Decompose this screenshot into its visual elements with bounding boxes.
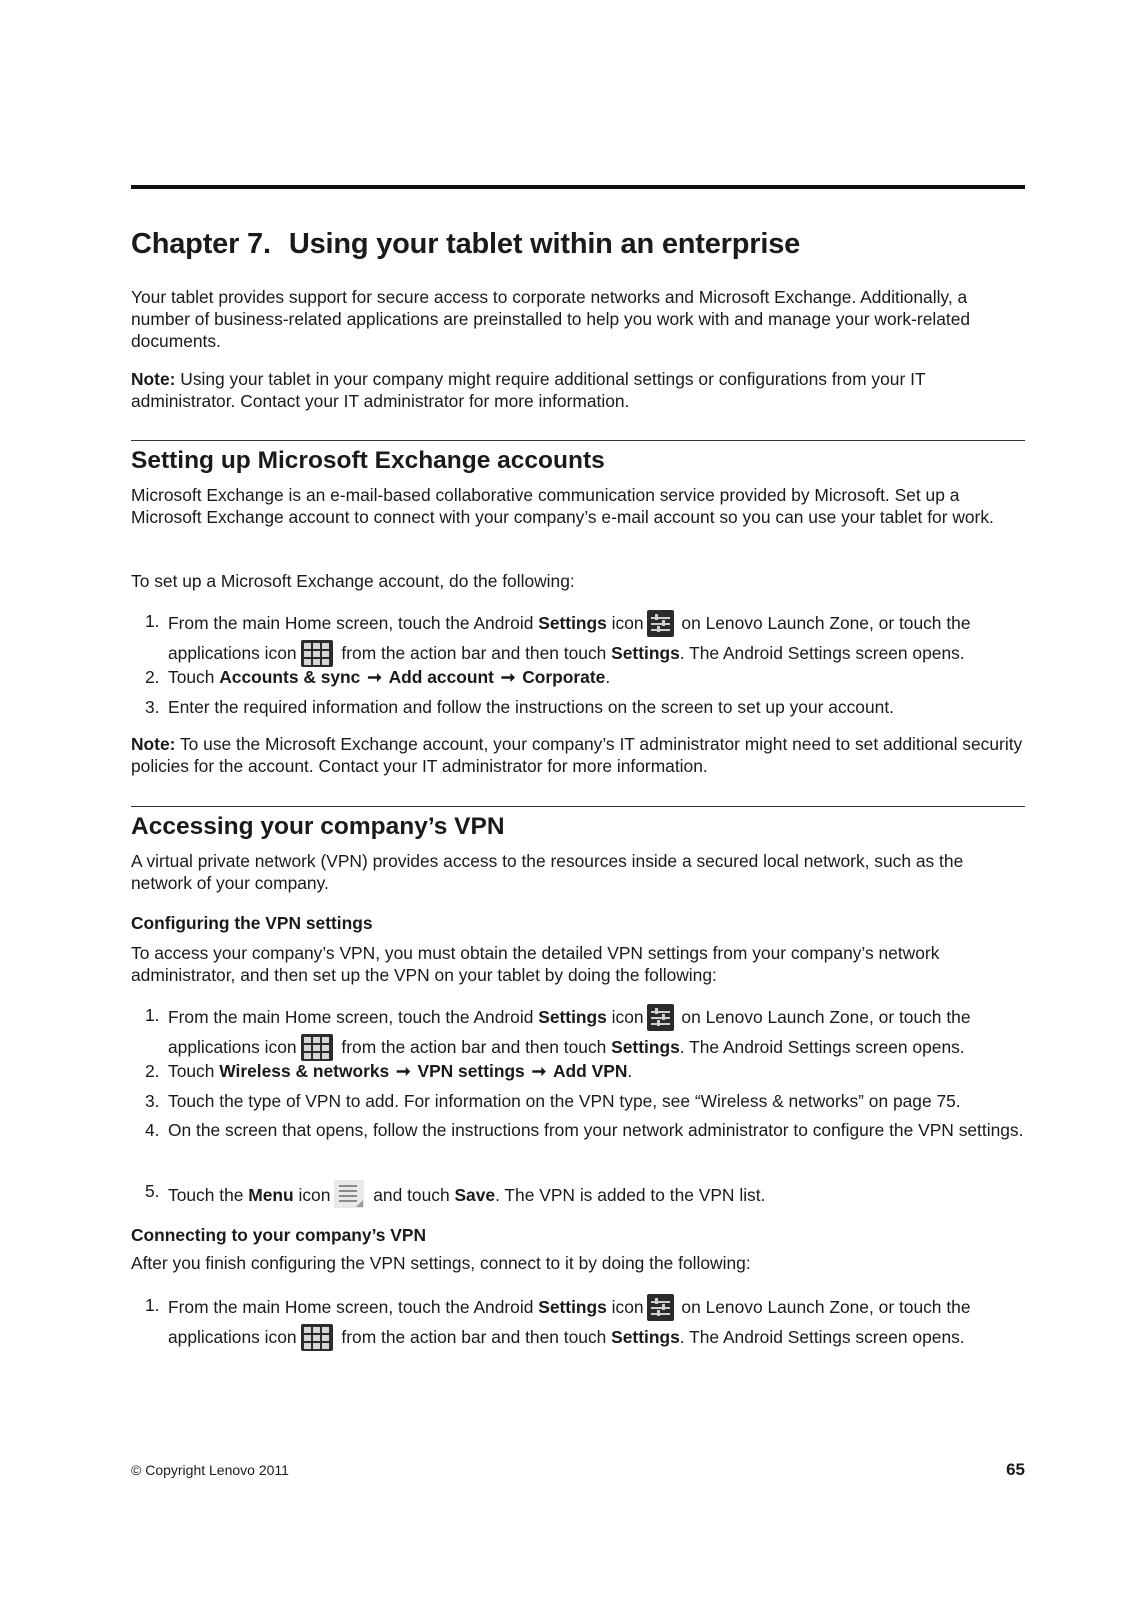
step-text: Enter the required information and follow the instructions on the screen to set up your account. [168, 697, 894, 717]
step-text: . [627, 1061, 633, 1081]
step-number: 4. [145, 1120, 160, 1140]
note-paragraph [131, 368, 1025, 412]
step-bold-text: Settings [611, 1327, 680, 1347]
vpn-connect-lead: After you finish configuring the VPN settings, connect to it by doing the following: [131, 1253, 751, 1273]
step-text: . [605, 667, 611, 687]
step-text: From the main Home screen, touch the Android [168, 613, 539, 633]
step-text: icon [606, 1297, 644, 1317]
exchange-description: Microsoft Exchange is an e-mail-based collaborative communication service provided by Microsoft. Set up a Microsoft Exchange account to connect with your company’s e-mail account so you can use your tablet for work. [131, 485, 994, 527]
step-text: . The Android Settings screen opens. [679, 643, 965, 663]
menu-icon [334, 1180, 364, 1208]
step-number: 1. [145, 1005, 160, 1025]
step-number: 2. [145, 667, 160, 687]
chapter-name: Using your tablet within an enterprise [288, 228, 801, 260]
step-text: Touch [168, 1061, 220, 1081]
step-text: applications icon [168, 1327, 297, 1347]
step-text: Touch [168, 667, 220, 687]
step-bold-text: Corporate [522, 667, 606, 687]
step-bold-text: Settings [611, 643, 680, 663]
step-number: 3. [145, 1091, 160, 1111]
section-title-vpn: Accessing your company’s VPN [131, 813, 505, 840]
arrow-icon: ➞ [367, 667, 382, 687]
section-rule [131, 806, 1025, 807]
section-title-exchange: Setting up Microsoft Exchange accounts [131, 447, 605, 474]
step-bold-text: Accounts & sync [219, 667, 361, 687]
step-number: 3. [145, 697, 160, 717]
settings-icon [647, 1004, 674, 1031]
step-text: and touch [368, 1185, 455, 1205]
step-text: . The Android Settings screen opens. [679, 1327, 965, 1347]
note-label: Note: [131, 369, 176, 389]
note-text: To use the Microsoft Exchange account, your company’s IT administrator might need to set additional security policies for the account. Contact your IT administrator for more information. [131, 734, 1023, 776]
arrow-icon: ➞ [531, 1061, 547, 1081]
step-bold-text: Settings [611, 1037, 680, 1057]
exchange-note [131, 733, 1025, 777]
page-number: 65 [1006, 1460, 1025, 1479]
step-bold-text: Wireless & networks [219, 1061, 390, 1081]
arrow-icon: ➞ [396, 1061, 411, 1081]
settings-icon [647, 1294, 674, 1321]
vpn-description: A virtual private network (VPN) provides access to the resources inside a secured local network, such as the network of your company. [131, 851, 964, 893]
note-label: Note: [131, 734, 176, 754]
step-number: 2. [145, 1061, 160, 1081]
step-text: applications icon [168, 643, 297, 663]
step-text: icon [606, 613, 644, 633]
step-number: 1. [145, 1295, 160, 1315]
settings-icon [647, 610, 674, 637]
step-bold-text: Settings [538, 1297, 607, 1317]
subsection-title-connect: Connecting to your company’s VPN [131, 1225, 427, 1245]
step-bold-text: Save [454, 1185, 496, 1205]
step-text: from the action bar and then touch [336, 1037, 612, 1057]
step-text: From the main Home screen, touch the Android [168, 1297, 539, 1317]
exchange-lead: To set up a Microsoft Exchange account, do the following: [131, 571, 575, 591]
step-text: applications icon [168, 1037, 297, 1057]
step-text: icon [606, 1007, 644, 1027]
step-text: from the action bar and then touch [336, 643, 612, 663]
arrow-icon: ➞ [500, 667, 516, 687]
step-text: icon [293, 1185, 331, 1205]
apps-grid-icon [301, 1034, 333, 1061]
note-text: Using your tablet in your company might require additional settings or configurations from your IT administrator. Contact your IT administrator for more information. [131, 369, 926, 411]
apps-grid-icon [301, 640, 333, 667]
step-text: . The Android Settings screen opens. [679, 1037, 965, 1057]
intro-paragraph: Your tablet provides support for secure access to corporate networks and Microsoft Exchange. Additionally, a number of business-related applications are preinstalled to help you work with and manage your work-related documents. [131, 287, 971, 351]
step-bold-text: Menu [248, 1185, 294, 1205]
subsection-title-configure: Configuring the VPN settings [131, 913, 373, 933]
step-text: From the main Home screen, touch the Android [168, 1007, 539, 1027]
step-text: On the screen that opens, follow the instructions from your network administrator to configure the VPN settings. [168, 1120, 1024, 1140]
step-text: on Lenovo Launch Zone, or touch the [676, 613, 971, 633]
step-text: on Lenovo Launch Zone, or touch the [676, 1007, 971, 1027]
footer-copyright: © Copyright Lenovo 2011 [131, 1462, 289, 1478]
step-text: from the action bar and then touch [336, 1327, 612, 1347]
section-rule [131, 440, 1025, 441]
vpn-config-lead: To access your company’s VPN, you must obtain the detailed VPN settings from your company’s network administrator, and then set up the VPN on your tablet by doing the following: [131, 943, 940, 985]
chapter-number: Chapter 7. [131, 228, 271, 260]
step-text: Touch the [168, 1185, 249, 1205]
step-bold-text: VPN settings [417, 1061, 525, 1081]
chapter-title [131, 228, 800, 261]
step-number: 5. [145, 1181, 160, 1201]
step-text: . The VPN is added to the VPN list. [495, 1185, 766, 1205]
step-bold-text: Add VPN [553, 1061, 628, 1081]
apps-grid-icon [301, 1324, 333, 1351]
chapter-top-rule [131, 185, 1025, 189]
step-bold-text: Settings [538, 1007, 607, 1027]
step-bold-text: Settings [538, 613, 607, 633]
step-bold-text: Add account [388, 667, 494, 687]
step-text: Touch the type of VPN to add. For information on the VPN type, see “Wireless & networks” on page 75. [168, 1091, 961, 1111]
step-number: 1. [145, 611, 160, 631]
step-text: on Lenovo Launch Zone, or touch the [676, 1297, 971, 1317]
